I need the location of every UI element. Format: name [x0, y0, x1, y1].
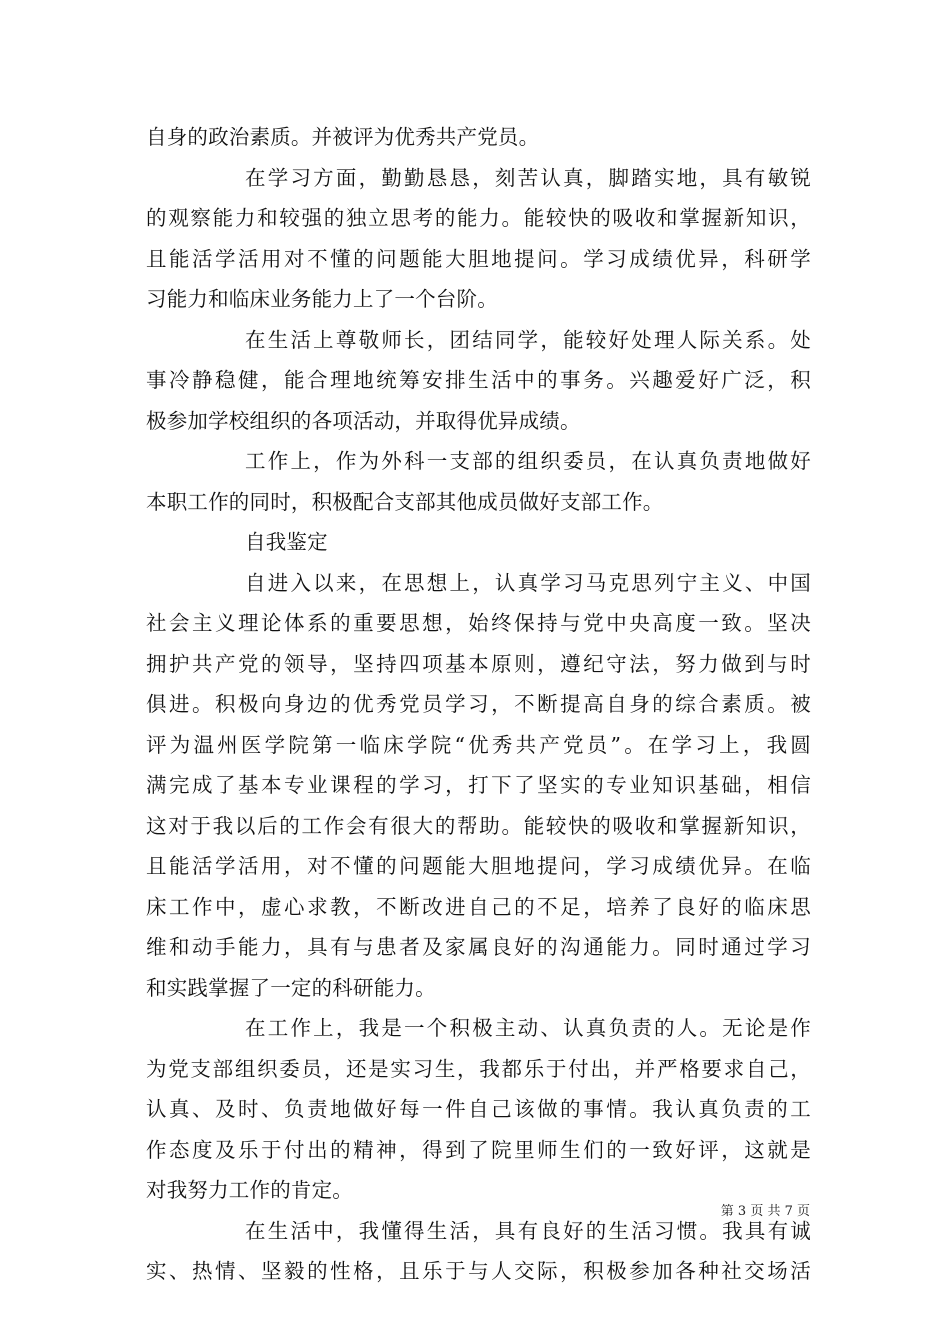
- text-line: 本职工作的同时，积极配合支部其他成员做好支部工作。: [146, 489, 664, 514]
- text-line: 社会主义理论体系的重要思想，始终保持与党中央高度一致。坚决: [146, 611, 811, 635]
- text-line: 在工作上，我是一个积极主动、认真负责的人。无论是作: [245, 1016, 811, 1040]
- page-number: 第 3 页 共 7 页: [720, 1204, 810, 1219]
- text-line: 满完成了基本专业课程的学习，打下了坚实的专业知识基础，相信: [146, 773, 811, 797]
- text-line: 对我努力工作的肯定。: [146, 1178, 353, 1202]
- text-line: 极参加学校组织的各项活动，并取得优异成绩。: [146, 408, 581, 433]
- text-line: 自身的政治素质。并被评为优秀共产党员。: [146, 125, 540, 149]
- text-line: 为党支部组织委员，还是实习生，我都乐于付出，并严格要求自己，: [146, 1056, 811, 1081]
- text-line: 在生活中，我懂得生活，具有良好的生活习惯。我具有诚: [245, 1218, 811, 1243]
- text-line: 习能力和临床业务能力上了一个台阶。: [146, 287, 498, 311]
- text-line: 床工作中，虚心求教，不断改进自己的不足，培养了良好的临床思: [146, 894, 811, 919]
- document-body: [146, 117, 811, 1292]
- text-line: 维和动手能力，具有与患者及家属良好的沟通能力。同时通过学习: [146, 935, 811, 959]
- text-line: 事冷静稳健，能合理地统筹安排生活中的事务。兴趣爱好广泛，积: [146, 368, 811, 392]
- text-line: 在生活上尊敬师长，团结同学，能较好处理人际关系。处: [245, 327, 811, 352]
- text-line: 在学习方面，勤勤恳恳，刻苦认真，脚踏实地，具有敏锐: [245, 165, 811, 190]
- text-line: 且能活学活用对不懂的问题能大胆地提问。学习成绩优异，科研学: [146, 246, 811, 271]
- text-line: 自进入以来，在思想上，认真学习马克思列宁主义、中国: [245, 570, 811, 595]
- text-line: 俱进。积极向身边的优秀党员学习，不断提高自身的综合素质。被: [146, 692, 811, 716]
- text-line: 这对于我以后的工作会有很大的帮助。能较快的吸收和掌握新知识，: [146, 813, 811, 838]
- text-line: 工作上，作为外科一支部的组织委员，在认真负责地做好: [245, 449, 811, 473]
- text-line: 的观察能力和较强的独立思考的能力。能较快的吸收和掌握新知识，: [146, 206, 811, 230]
- text-line: 且能活学活用，对不懂的问题能大胆地提问，学习成绩优异。在临: [146, 854, 811, 878]
- text-line: 评为温州医学院第一临床学院“优秀共产党员”。在学习上，我圆: [146, 732, 811, 757]
- text-line: 自我鉴定: [245, 530, 328, 554]
- text-line: 拥护共产党的领导，坚持四项基本原则，遵纪守法，努力做到与时: [146, 651, 811, 676]
- text-line: 认真、及时、负责地做好每一件自己该做的事情。我认真负责的工: [146, 1097, 811, 1121]
- text-line: 和实践掌握了一定的科研能力。: [146, 975, 436, 1000]
- text-line: 实、热情、坚毅的性格，且乐于与人交际，积极参加各种社交场活: [146, 1259, 811, 1283]
- text-line: 作态度及乐于付出的精神，得到了院里师生们的一致好评，这就是: [146, 1137, 811, 1162]
